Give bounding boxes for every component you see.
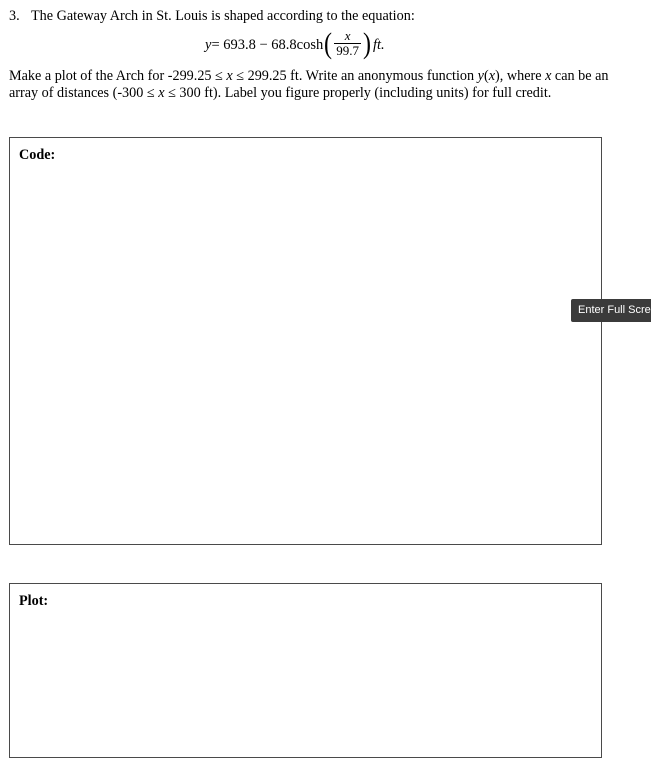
- equation-unit: ft.: [373, 36, 385, 53]
- plot-answer-box[interactable]: [9, 583, 602, 758]
- equation-fraction: [334, 29, 361, 58]
- instructions-text: Make a plot of the Arch for -299.25 ≤: [9, 68, 227, 84]
- arch-equation: [205, 26, 385, 64]
- question-number: 3.: [9, 8, 20, 24]
- instructions-var: x: [488, 68, 496, 84]
- equation-paren-close: ): [363, 27, 371, 60]
- code-box-label: Code:: [19, 147, 56, 163]
- instructions-var: x: [158, 85, 165, 101]
- instructions-paragraph: [9, 68, 609, 102]
- code-answer-box[interactable]: [9, 137, 602, 545]
- fraction-numerator: x: [344, 27, 351, 43]
- question-heading: [9, 8, 415, 25]
- instructions-var: x: [226, 68, 233, 84]
- instructions-var: x: [545, 68, 552, 84]
- instructions-var: y: [477, 68, 484, 84]
- instructions-text: ≤ 300 ft). Label you figure properly (including units) for full credit.: [164, 85, 552, 101]
- equation-rhs: = 693.8 − 68.8cosh: [211, 36, 324, 53]
- instructions-text: ), where: [495, 68, 546, 84]
- instructions-text: ≤ 299.25 ft. Write an anonymous function: [232, 68, 478, 84]
- enter-full-screen-button[interactable]: Enter Full Screen: [571, 299, 651, 322]
- equation-lhs: y: [205, 36, 212, 53]
- plot-box-label: Plot:: [19, 593, 49, 609]
- fraction-denominator: 99.7: [336, 42, 359, 58]
- equation-paren-open: (: [324, 27, 333, 60]
- instructions-text: can be an array of distances (-300 ≤: [9, 68, 609, 101]
- instructions-text: (: [483, 68, 489, 84]
- question-text: The Gateway Arch in St. Louis is shaped according to the equation:: [31, 8, 415, 24]
